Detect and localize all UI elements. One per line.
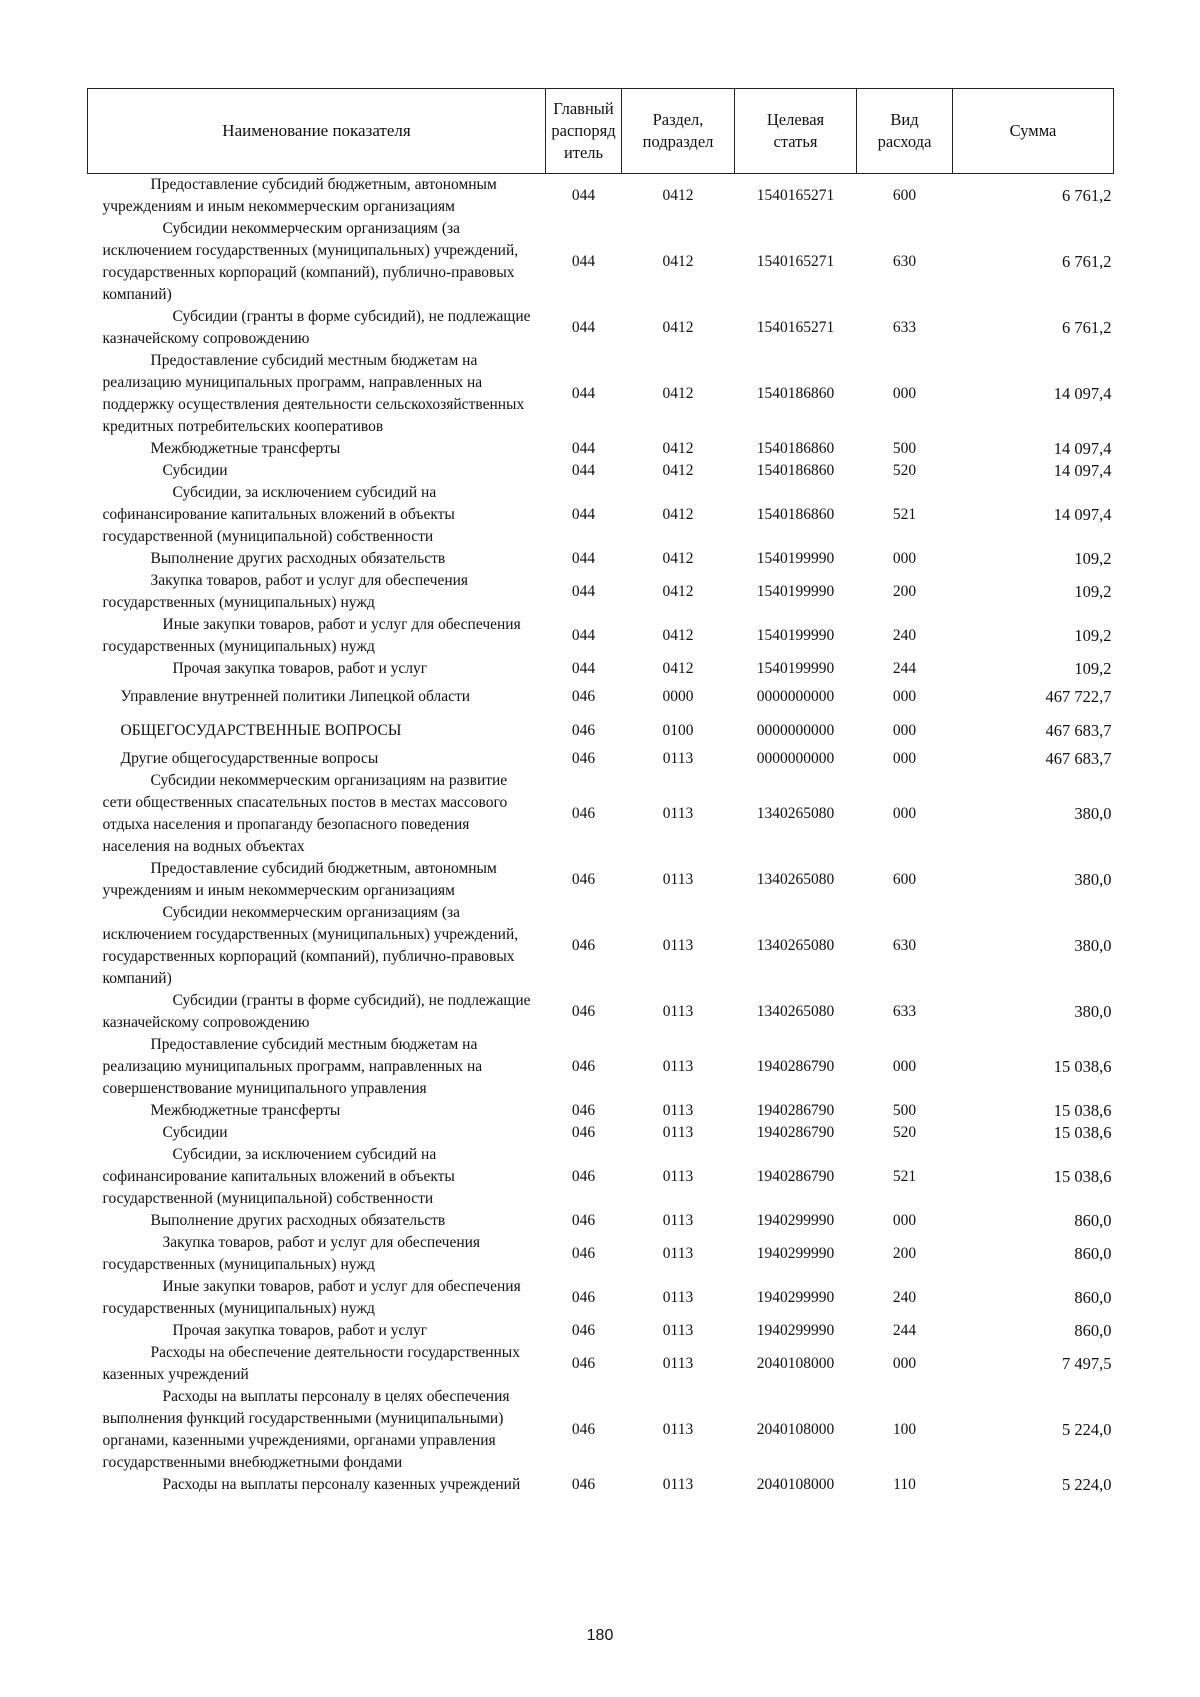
row-name	[88, 438, 546, 460]
row-sum: 6 761,2	[1062, 252, 1112, 271]
row-sum: 14 097,4	[1053, 384, 1112, 403]
row-section: 0113	[662, 1102, 694, 1119]
row-section: 0113	[662, 1168, 694, 1185]
row-section: 0113	[662, 1355, 694, 1372]
row-chief-manager: 046	[571, 1245, 596, 1262]
row-sum: 860,0	[1074, 1321, 1112, 1340]
row-expense-type: 000	[892, 1212, 917, 1229]
page-number: 180	[586, 1627, 614, 1644]
row-sum: 860,0	[1074, 1244, 1112, 1263]
row-chief-manager: 046	[571, 871, 596, 888]
row-name-continuation: реализацию муниципальных программ, направленных на поддержку осуществления деятельности сельскохозяйственных кредитных потребительских кооперативов	[102, 374, 525, 435]
row-name-continuation: исключением государственных (муниципальных) учреждений, государственных корпораций (компаний), публично-правовых компаний)	[102, 926, 519, 987]
row-section: 0113	[662, 1245, 694, 1262]
row-name	[88, 902, 546, 990]
row-name-continuation: развитие сети общественных спасательных постов в местах массового отдыха населения и пропаганду безопасного поведения населения на водных объектах	[102, 772, 508, 855]
row-expense-type: 521	[892, 506, 917, 523]
table-row	[88, 1210, 1114, 1232]
table-row	[88, 990, 1114, 1034]
row-expense-type: 000	[892, 750, 917, 767]
row-name-first-line: Субсидии	[162, 1124, 228, 1141]
table-row	[88, 1474, 1114, 1496]
row-chief-manager: 046	[571, 750, 596, 767]
budget-table	[87, 88, 1114, 1496]
row-name	[88, 1386, 546, 1474]
row-name	[88, 306, 546, 350]
row-target-article: 0000000000	[756, 688, 835, 705]
row-expense-type: 500	[892, 440, 917, 457]
row-expense-type: 000	[892, 550, 917, 567]
row-chief-manager: 046	[571, 1476, 596, 1493]
row-expense-type: 000	[892, 1355, 917, 1372]
row-name-first-line: Иные закупки товаров, работ и услуг для	[162, 1278, 435, 1295]
row-name	[88, 770, 546, 858]
row-expense-type: 110	[893, 1476, 916, 1493]
table-row	[88, 350, 1114, 438]
row-chief-manager: 046	[571, 1212, 596, 1229]
row-target-article: 1340265080	[756, 1003, 835, 1020]
table-row	[88, 306, 1114, 350]
row-target-article: 1540199990	[756, 583, 835, 600]
row-name	[88, 460, 546, 482]
row-sum: 5 224,0	[1062, 1475, 1112, 1494]
row-target-article: 1540186860	[756, 506, 835, 523]
row-section: 0412	[662, 187, 694, 204]
row-name	[88, 548, 546, 570]
row-expense-type: 520	[892, 462, 917, 479]
row-section: 0412	[662, 506, 694, 523]
row-sum: 15 038,6	[1053, 1101, 1112, 1120]
row-section: 0113	[662, 937, 694, 954]
row-name-first-line: Межбюджетные трансферты	[150, 440, 341, 457]
row-name-continuation: государственных (муниципальных) нужд	[102, 1256, 375, 1273]
row-name	[88, 1342, 546, 1386]
row-chief-manager: 046	[571, 722, 596, 739]
row-target-article: 1940299990	[756, 1289, 835, 1306]
row-target-article: 1540165271	[756, 319, 835, 336]
row-expense-type: 600	[892, 187, 917, 204]
row-chief-manager: 046	[571, 937, 596, 954]
table-row	[88, 680, 1114, 714]
table-row	[88, 1276, 1114, 1320]
row-name	[88, 1034, 546, 1100]
row-expense-type: 000	[892, 722, 917, 739]
header-section: Раздел, подраздел	[622, 89, 735, 174]
table-row	[88, 1320, 1114, 1342]
row-target-article: 1540186860	[756, 440, 835, 457]
header-name: Наименование показателя	[88, 89, 546, 174]
row-target-article: 1540199990	[756, 627, 835, 644]
row-name-continuation: подлежащие казначейскому сопровождению	[102, 308, 531, 347]
row-sum: 14 097,4	[1053, 439, 1112, 458]
row-sum: 380,0	[1074, 936, 1112, 955]
row-name-first-line: Предоставление субсидий местным бюджетам на	[150, 1036, 478, 1053]
row-target-article: 1940286790	[756, 1058, 835, 1075]
row-name	[88, 1276, 546, 1320]
row-sum: 109,2	[1074, 582, 1112, 601]
row-chief-manager: 046	[571, 1058, 596, 1075]
table-header	[88, 89, 1114, 174]
row-section: 0412	[662, 583, 694, 600]
row-expense-type: 000	[892, 1058, 917, 1075]
row-sum: 380,0	[1074, 804, 1112, 823]
row-name	[88, 482, 546, 548]
row-name-continuation: подлежащие казначейскому сопровождению	[102, 992, 531, 1031]
row-expense-type: 000	[892, 385, 917, 402]
row-chief-manager: 044	[571, 550, 596, 567]
table-row	[88, 438, 1114, 460]
row-sum: 15 038,6	[1053, 1123, 1112, 1142]
header-chief-manager: Главный распоряд итель	[546, 89, 622, 174]
row-name-first-line: ОБЩЕГОСУДАРСТВЕННЫЕ ВОПРОСЫ	[120, 722, 402, 739]
row-expense-type: 244	[892, 660, 917, 677]
row-name-continuation: обеспечения государственных (муниципальных) нужд	[102, 1278, 521, 1317]
row-sum: 7 497,5	[1062, 1354, 1112, 1373]
table-body	[88, 174, 1114, 1497]
row-name-first-line: Расходы на выплаты персоналу казенных	[162, 1476, 436, 1493]
row-section: 0113	[662, 1212, 694, 1229]
row-chief-manager: 046	[571, 1289, 596, 1306]
row-name	[88, 858, 546, 902]
row-target-article: 1540199990	[756, 550, 835, 567]
row-chief-manager: 044	[571, 385, 596, 402]
row-expense-type: 500	[892, 1102, 917, 1119]
row-target-article: 1540165271	[756, 253, 835, 270]
row-section: 0412	[662, 385, 694, 402]
row-sum: 380,0	[1074, 870, 1112, 889]
row-name	[88, 350, 546, 438]
row-target-article: 1940286790	[756, 1168, 835, 1185]
table-row	[88, 770, 1114, 858]
row-name-first-line: Субсидии некоммерческим организациям (за	[162, 220, 460, 237]
table-row	[88, 658, 1114, 680]
row-sum: 14 097,4	[1053, 505, 1112, 524]
row-name-first-line: Закупка товаров, работ и услуг для обеспечения	[150, 572, 469, 589]
table-row	[88, 902, 1114, 990]
row-target-article: 2040108000	[756, 1421, 835, 1438]
row-chief-manager: 046	[571, 1421, 596, 1438]
row-expense-type: 200	[892, 1245, 917, 1262]
row-chief-manager: 044	[571, 627, 596, 644]
row-section: 0412	[662, 627, 694, 644]
row-section: 0113	[662, 1124, 694, 1141]
row-name-continuation: исключением государственных (муниципальных) учреждений, государственных корпораций (компаний), публично-правовых компаний)	[102, 242, 519, 303]
row-expense-type: 200	[892, 583, 917, 600]
row-target-article: 1540186860	[756, 462, 835, 479]
row-sum: 467 683,7	[1045, 749, 1112, 768]
row-name-first-line: Выполнение других расходных обязательств	[150, 1212, 446, 1229]
row-name	[88, 748, 546, 770]
row-sum: 467 683,7	[1045, 721, 1112, 740]
row-expense-type: 240	[892, 1289, 917, 1306]
row-target-article: 1340265080	[756, 871, 835, 888]
row-name-continuation: государственных (муниципальных) нужд	[102, 594, 375, 611]
row-sum: 109,2	[1074, 626, 1112, 645]
row-target-article: 2040108000	[756, 1355, 835, 1372]
row-target-article: 1940286790	[756, 1124, 835, 1141]
row-chief-manager: 046	[571, 1102, 596, 1119]
row-name-first-line: Управление внутренней политики Липецкой области	[120, 688, 471, 705]
row-name	[88, 174, 546, 219]
row-sum: 6 761,2	[1062, 318, 1112, 337]
row-expense-type: 000	[892, 805, 917, 822]
row-expense-type: 630	[892, 253, 917, 270]
row-expense-type: 000	[892, 688, 917, 705]
row-section: 0100	[662, 722, 694, 739]
row-section: 0412	[662, 253, 694, 270]
table-row	[88, 1232, 1114, 1276]
row-name	[88, 614, 546, 658]
row-sum: 14 097,4	[1053, 461, 1112, 480]
table-row	[88, 748, 1114, 770]
row-name-first-line: Прочая закупка товаров, работ и услуг	[172, 1322, 428, 1339]
row-sum: 15 038,6	[1053, 1057, 1112, 1076]
row-name-first-line: Предоставление субсидий местным бюджетам на	[150, 352, 478, 369]
row-name-first-line: Субсидии	[162, 462, 228, 479]
row-name-continuation: автономным учреждениям и иным некоммерческим организациям	[102, 860, 497, 899]
row-name	[88, 1210, 546, 1232]
row-chief-manager: 044	[571, 660, 596, 677]
row-name	[88, 714, 546, 748]
row-name-first-line: Межбюджетные трансферты	[150, 1102, 341, 1119]
row-name-first-line: Прочая закупка товаров, работ и услуг	[172, 660, 428, 677]
row-section: 0113	[662, 1421, 694, 1438]
header-sum: Сумма	[953, 89, 1114, 174]
row-name-continuation: обеспечения выполнения функций государственными (муниципальными) органами, казенными учреждениями, органами управления государственными внебюджетными фондами	[102, 1388, 510, 1471]
row-expense-type: 240	[892, 627, 917, 644]
row-name	[88, 658, 546, 680]
row-sum: 15 038,6	[1053, 1167, 1112, 1186]
table-row	[88, 218, 1114, 306]
row-target-article: 1940299990	[756, 1212, 835, 1229]
table-row	[88, 174, 1114, 219]
row-chief-manager: 044	[571, 506, 596, 523]
row-name-first-line: Закупка товаров, работ и услуг для обеспечения	[162, 1234, 481, 1251]
table-row	[88, 1144, 1114, 1210]
row-target-article: 1940299990	[756, 1245, 835, 1262]
row-section: 0113	[662, 1058, 694, 1075]
row-sum: 467 722,7	[1045, 687, 1112, 706]
row-chief-manager: 046	[571, 1124, 596, 1141]
row-expense-type: 244	[892, 1322, 917, 1339]
row-expense-type: 633	[892, 319, 917, 336]
row-name-first-line: Расходы на обеспечение деятельности	[150, 1344, 404, 1361]
row-target-article: 1940299990	[756, 1322, 835, 1339]
row-chief-manager: 046	[571, 688, 596, 705]
row-section: 0412	[662, 660, 694, 677]
row-target-article: 1340265080	[756, 937, 835, 954]
row-target-article: 0000000000	[756, 722, 835, 739]
row-sum: 860,0	[1074, 1288, 1112, 1307]
row-name	[88, 1474, 546, 1496]
row-name	[88, 1100, 546, 1122]
row-chief-manager: 046	[571, 1322, 596, 1339]
row-name	[88, 1232, 546, 1276]
row-name-first-line: Субсидии (гранты в форме субсидий), не	[172, 308, 444, 325]
row-chief-manager: 044	[571, 583, 596, 600]
table-row	[88, 714, 1114, 748]
row-expense-type: 600	[892, 871, 917, 888]
row-name-continuation: софинансирование капитальных вложений в объекты государственной (муниципальной) собственности	[102, 1168, 455, 1207]
row-section: 0000	[662, 688, 694, 705]
row-section: 0113	[662, 871, 694, 888]
row-name-first-line: Расходы на выплаты персоналу в целях	[162, 1388, 423, 1405]
table-row	[88, 614, 1114, 658]
row-name-first-line: Субсидии (гранты в форме субсидий), не	[172, 992, 444, 1009]
table-row	[88, 570, 1114, 614]
header-target-article: Целевая статья	[735, 89, 857, 174]
row-chief-manager: 044	[571, 462, 596, 479]
row-section: 0412	[662, 462, 694, 479]
row-section: 0113	[662, 1003, 694, 1020]
row-name-first-line: Субсидии некоммерческим организациям (за	[162, 904, 460, 921]
row-name-continuation: реализацию муниципальных программ, направленных на совершенствование муниципального управления	[102, 1058, 483, 1097]
row-section: 0113	[662, 805, 694, 822]
row-expense-type: 521	[892, 1168, 917, 1185]
table-row	[88, 548, 1114, 570]
row-name	[88, 1122, 546, 1144]
table-row	[88, 482, 1114, 548]
row-expense-type: 520	[892, 1124, 917, 1141]
row-name-first-line: Иные закупки товаров, работ и услуг для	[162, 616, 435, 633]
row-section: 0113	[662, 1322, 694, 1339]
row-name-continuation: учреждений	[439, 1476, 521, 1493]
table-row	[88, 1386, 1114, 1474]
row-target-article: 1540186860	[756, 385, 835, 402]
row-target-article: 1540199990	[756, 660, 835, 677]
budget-sheet	[87, 88, 1113, 1496]
row-target-article: 1940286790	[756, 1102, 835, 1119]
row-section: 0412	[662, 440, 694, 457]
row-chief-manager: 044	[571, 187, 596, 204]
row-section: 0113	[662, 1289, 694, 1306]
row-name-first-line: Субсидии, за исключением субсидий на	[172, 1146, 437, 1163]
row-sum: 109,2	[1074, 549, 1112, 568]
row-sum: 109,2	[1074, 659, 1112, 678]
row-name-first-line: Субсидии, за исключением субсидий на	[172, 484, 437, 501]
table-row	[88, 460, 1114, 482]
row-chief-manager: 046	[571, 1168, 596, 1185]
row-chief-manager: 046	[571, 805, 596, 822]
table-row	[88, 1342, 1114, 1386]
row-name	[88, 680, 546, 714]
row-name	[88, 1144, 546, 1210]
row-expense-type: 630	[892, 937, 917, 954]
row-name-first-line: Другие общегосударственные вопросы	[120, 750, 379, 767]
row-target-article: 2040108000	[756, 1476, 835, 1493]
table-row	[88, 1100, 1114, 1122]
row-name-first-line: Предоставление субсидий бюджетным,	[150, 176, 411, 193]
row-target-article: 0000000000	[756, 750, 835, 767]
row-name	[88, 570, 546, 614]
row-chief-manager: 046	[571, 1355, 596, 1372]
row-section: 0113	[662, 1476, 694, 1493]
row-name-first-line: Предоставление субсидий бюджетным,	[150, 860, 411, 877]
row-section: 0113	[662, 750, 694, 767]
row-expense-type: 100	[892, 1421, 917, 1438]
row-sum: 380,0	[1074, 1002, 1112, 1021]
row-chief-manager: 046	[571, 1003, 596, 1020]
row-name	[88, 218, 546, 306]
table-row	[88, 858, 1114, 902]
row-sum: 6 761,2	[1062, 186, 1112, 205]
header-expense-type: Вид расхода	[857, 89, 953, 174]
row-name-first-line: Выполнение других расходных обязательств	[150, 550, 446, 567]
row-name-continuation: обеспечения государственных (муниципальных) нужд	[102, 616, 521, 655]
row-sum: 5 224,0	[1062, 1420, 1112, 1439]
table-row	[88, 1034, 1114, 1100]
row-name	[88, 1320, 546, 1342]
row-name-first-line: Субсидии некоммерческим организациям на	[150, 772, 445, 789]
row-expense-type: 633	[892, 1003, 917, 1020]
row-name	[88, 990, 546, 1034]
table-row	[88, 1122, 1114, 1144]
row-name-continuation: государственных казенных учреждений	[102, 1344, 520, 1383]
row-target-article: 1340265080	[756, 805, 835, 822]
row-target-article: 1540165271	[756, 187, 835, 204]
row-chief-manager: 044	[571, 319, 596, 336]
row-sum: 860,0	[1074, 1211, 1112, 1230]
row-name-continuation: автономным учреждениям и иным некоммерческим организациям	[102, 176, 497, 215]
row-name-continuation: софинансирование капитальных вложений в объекты государственной (муниципальной) собственности	[102, 506, 455, 545]
row-section: 0412	[662, 319, 694, 336]
row-section: 0412	[662, 550, 694, 567]
row-chief-manager: 044	[571, 440, 596, 457]
row-chief-manager: 044	[571, 253, 596, 270]
